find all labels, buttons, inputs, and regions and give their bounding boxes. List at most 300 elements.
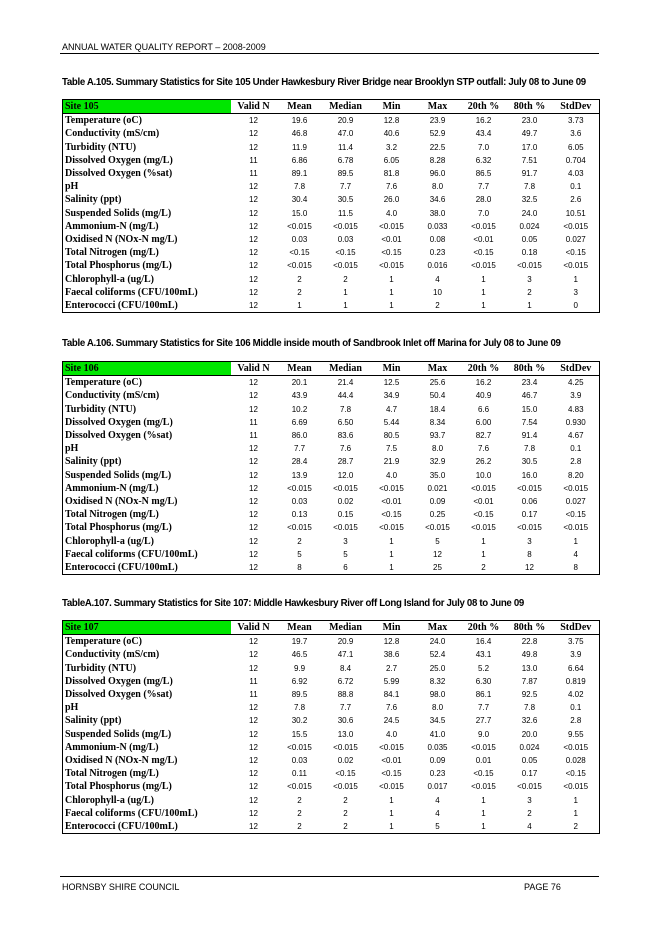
stat-value: 12 [249, 782, 258, 792]
stat-value: <0.01 [473, 234, 494, 244]
stat-value: 2 [297, 795, 302, 805]
parameter-name: Salinity (ppt) [65, 194, 122, 206]
stat-value: <0.015 [517, 523, 542, 533]
parameter-name: Suspended Solids (mg/L) [65, 728, 172, 740]
stat-value: 0.23 [429, 248, 446, 258]
parameter-name: Oxidised N (NOx-N mg/L) [65, 754, 178, 766]
stat-value: <0.15 [473, 769, 494, 779]
parameter-name: Faecal coliforms (CFU/100mL) [65, 807, 198, 819]
stat-value: 4 [573, 549, 578, 559]
stat-value: 16.0 [521, 470, 538, 480]
stat-value: 6.92 [291, 676, 308, 686]
stat-value: 15.0 [291, 208, 308, 218]
stat-value: <0.015 [287, 742, 312, 752]
parameter-name: Ammonium-N (mg/L) [65, 741, 159, 753]
stat-value: <0.015 [333, 782, 358, 792]
table-row [63, 534, 600, 547]
parameter-name: Total Phosphorus (mg/L) [65, 781, 172, 793]
parameter-name: Suspended Solids (mg/L) [65, 207, 172, 219]
stat-value: 43.4 [475, 129, 492, 139]
stat-value: 5 [297, 549, 302, 559]
parameter-name: Temperature (oC) [65, 115, 142, 127]
stat-value: <0.01 [381, 234, 402, 244]
table-caption: Table A.106. Summary Statistics for Site 106 Middle inside mouth of Sandbrook Inlet off Marina for July 08 to June 09 [62, 337, 561, 349]
stat-value: 12 [249, 742, 258, 752]
stat-value: 3.9 [570, 650, 582, 660]
stat-value: 25 [433, 562, 442, 572]
table-row [63, 561, 600, 575]
stat-value: 8.0 [431, 182, 444, 192]
stat-value: 46.8 [291, 129, 308, 139]
stat-value: 12 [249, 142, 258, 152]
stat-value: 2 [527, 287, 532, 297]
stat-value: 2 [343, 808, 348, 818]
table-row [63, 246, 600, 259]
column-header: 80th % [507, 100, 553, 114]
stat-value: 12.8 [383, 637, 400, 647]
stat-value: 12 [249, 703, 258, 713]
stat-value: 6.00 [475, 417, 492, 427]
stat-value: 3 [527, 274, 532, 284]
stat-value: 4.0 [385, 208, 398, 218]
stat-value: 1 [389, 795, 394, 805]
stat-value: <0.015 [379, 523, 404, 533]
stat-value: 7.8 [523, 444, 536, 454]
stat-value: 5 [435, 821, 440, 831]
stat-value: 91.4 [521, 431, 538, 441]
stat-value: 7.8 [523, 182, 536, 192]
stat-value: 2 [343, 795, 348, 805]
stat-value: <0.015 [563, 483, 589, 493]
stat-value: 38.6 [383, 650, 400, 660]
parameter-name: Faecal coliforms (CFU/100mL) [65, 286, 198, 298]
stat-value: 2.7 [385, 663, 398, 673]
column-header: Mean [277, 100, 323, 114]
stat-value: 49.8 [521, 650, 538, 660]
parameter-name: Total Nitrogen (mg/L) [65, 768, 159, 780]
stat-value: 44.4 [337, 391, 354, 401]
stat-value: 7.0 [477, 208, 490, 218]
stat-value: 6.78 [337, 155, 354, 165]
stat-value: 12 [249, 261, 258, 271]
stat-value: 91.7 [521, 169, 538, 179]
parameter-name: Dissolved Oxygen (%sat) [65, 168, 173, 180]
stat-value: 7.8 [293, 703, 306, 713]
stat-value: 0.01 [475, 755, 492, 765]
parameter-name: Total Phosphorus (mg/L) [65, 522, 172, 534]
stat-value: 8 [297, 562, 302, 572]
stat-value: 12 [249, 808, 258, 818]
summary-table [62, 361, 600, 575]
stat-value: 24.0 [429, 637, 446, 647]
stat-value: 16.2 [475, 116, 492, 126]
stat-value: 0.17 [521, 769, 538, 779]
table-row [63, 127, 600, 140]
stat-value: 0.027 [565, 234, 586, 244]
stat-value: <0.015 [379, 742, 404, 752]
stat-value: 0.1 [570, 444, 582, 454]
stat-value: 92.5 [521, 690, 538, 700]
stat-value: 7.5 [385, 444, 398, 454]
table-row [63, 455, 600, 468]
stat-value: 12 [433, 549, 442, 559]
column-header: Valid N [231, 621, 277, 635]
stat-value: 0.024 [519, 742, 540, 752]
column-header: Max [415, 621, 461, 635]
stat-value: <0.015 [333, 483, 358, 493]
stat-value: 13.0 [521, 663, 538, 673]
table-row [63, 141, 600, 154]
stat-value: 43.1 [475, 650, 492, 660]
table-row [63, 429, 600, 442]
stat-value: 17.0 [521, 142, 538, 152]
stat-value: 98.0 [429, 690, 446, 700]
stat-value: 24.5 [383, 716, 400, 726]
page-number: PAGE 76 [524, 882, 561, 892]
parameter-name: Total Phosphorus (mg/L) [65, 260, 172, 272]
stat-value: <0.015 [333, 261, 358, 271]
stat-value: 20.9 [337, 637, 354, 647]
stat-value: 32.9 [429, 457, 446, 467]
table-row [63, 442, 600, 455]
stat-value: <0.15 [381, 769, 402, 779]
stat-value: 4.67 [567, 431, 584, 441]
stat-value: 12 [249, 116, 258, 126]
table-row [63, 180, 600, 193]
stat-value: 12 [249, 650, 258, 660]
stat-value: 7.7 [477, 182, 490, 192]
table-row [63, 741, 600, 754]
column-header: Min [369, 100, 415, 114]
parameter-name: Salinity (ppt) [65, 456, 122, 468]
stat-value: 12 [249, 523, 258, 533]
stat-value: 2.8 [570, 457, 582, 467]
stat-value: 6.72 [337, 676, 354, 686]
stat-value: 4.02 [567, 690, 584, 700]
parameter-name: Chlorophyll-a (ug/L) [65, 273, 154, 285]
stat-value: 11 [249, 676, 258, 686]
stat-value: 28.7 [337, 457, 354, 467]
stat-value: 4.25 [567, 378, 584, 388]
stat-value: 26.2 [475, 457, 492, 467]
stat-value: 12 [249, 663, 258, 673]
stat-value: 2.6 [570, 195, 582, 205]
stat-value: 88.8 [337, 690, 354, 700]
stat-value: 52.9 [429, 129, 446, 139]
stat-value: 1 [481, 287, 486, 297]
stat-value: 12 [525, 562, 534, 572]
stat-value: 4 [435, 795, 440, 805]
stat-value: 12 [249, 208, 258, 218]
stat-value: 0.03 [291, 755, 308, 765]
stat-value: 11.5 [338, 208, 353, 218]
stat-value: 12 [249, 637, 258, 647]
parameter-name: Ammonium-N (mg/L) [65, 220, 159, 232]
stat-value: 2 [297, 808, 302, 818]
parameter-name: Turbidity (NTU) [65, 662, 137, 674]
stat-value: 20.0 [521, 729, 538, 739]
stat-value: 0.02 [337, 755, 354, 765]
stat-value: 27.7 [475, 716, 492, 726]
stat-value: 41.0 [429, 729, 446, 739]
parameter-name: Chlorophyll-a (ug/L) [65, 535, 154, 547]
stat-value: <0.01 [473, 496, 494, 506]
stat-value: 7.8 [523, 703, 536, 713]
table-row [63, 820, 600, 834]
stat-value: 89.5 [291, 690, 308, 700]
stat-value: 2 [343, 274, 348, 284]
stat-value: 47.0 [337, 129, 354, 139]
stat-value: 3 [527, 795, 532, 805]
stat-value: 89.5 [337, 169, 354, 179]
stat-value: 22.8 [521, 637, 538, 647]
stat-value: <0.015 [333, 221, 358, 231]
summary-table [62, 620, 600, 834]
stat-value: 11 [249, 417, 258, 427]
stat-value: 12 [249, 562, 258, 572]
stat-value: 0.11 [292, 769, 307, 779]
stat-value: <0.15 [565, 248, 586, 258]
stat-value: <0.15 [381, 248, 402, 258]
stat-value: <0.015 [379, 782, 404, 792]
stat-value: 1 [297, 300, 302, 310]
table-row [63, 521, 600, 534]
stat-value: 0.035 [427, 742, 448, 752]
stat-value: 0.06 [521, 496, 538, 506]
stat-value: <0.015 [471, 523, 496, 533]
stat-value: 0.08 [429, 234, 446, 244]
parameter-name: Dissolved Oxygen (mg/L) [65, 154, 173, 166]
stat-value: 28.4 [291, 457, 308, 467]
stat-value: 3 [527, 536, 532, 546]
table-row [63, 286, 600, 299]
stat-value: 12 [249, 129, 258, 139]
column-header: Median [323, 100, 369, 114]
stat-value: 0.25 [429, 510, 446, 520]
stat-value: 1 [573, 808, 578, 818]
stat-value: 96.0 [429, 169, 446, 179]
parameter-name: Enterococci (CFU/100mL) [65, 561, 178, 573]
stat-value: 80.5 [383, 431, 400, 441]
stat-value: 7.51 [521, 155, 538, 165]
stat-value: 2 [527, 808, 532, 818]
stat-value: 12.0 [337, 470, 354, 480]
stat-value: <0.15 [381, 510, 402, 520]
stat-value: 30.4 [291, 195, 308, 205]
table-row [63, 807, 600, 820]
stat-value: 34.6 [429, 195, 446, 205]
stat-value: 43.9 [291, 391, 308, 401]
stat-value: 6.69 [291, 417, 308, 427]
stat-value: 1 [389, 274, 394, 284]
stat-value: 12 [249, 483, 258, 493]
stat-value: <0.015 [379, 483, 404, 493]
stat-value: 38.0 [429, 208, 446, 218]
stat-value: 8.28 [429, 155, 446, 165]
table-row [63, 648, 600, 661]
stat-value: 35.0 [429, 470, 446, 480]
stat-value: 0.024 [519, 221, 540, 231]
stat-value: 1 [481, 821, 486, 831]
parameter-name: Oxidised N (NOx-N mg/L) [65, 233, 178, 245]
table-row [63, 154, 600, 167]
column-header: Median [323, 621, 369, 635]
stat-value: 12 [249, 729, 258, 739]
stat-value: 5.44 [383, 417, 400, 427]
table-row [63, 675, 600, 688]
stat-value: 11.4 [338, 142, 353, 152]
stat-value: 30.5 [337, 195, 354, 205]
stat-value: 8.4 [339, 663, 352, 673]
stat-value: 1 [389, 821, 394, 831]
stat-value: 0.028 [565, 755, 586, 765]
stat-value: <0.015 [563, 742, 589, 752]
parameter-name: Suspended Solids (mg/L) [65, 469, 172, 481]
parameter-name: Enterococci (CFU/100mL) [65, 299, 178, 311]
stat-value: 40.9 [475, 391, 492, 401]
table-row [63, 416, 600, 429]
stat-value: 8.32 [429, 676, 446, 686]
column-header: StdDev [553, 362, 600, 376]
stat-value: 1 [527, 300, 532, 310]
stat-value: 2 [435, 300, 440, 310]
stat-value: <0.015 [287, 523, 312, 533]
stat-value: 12 [249, 457, 258, 467]
column-header: Valid N [231, 362, 277, 376]
table-header-row [63, 362, 600, 376]
stat-value: 3.73 [567, 116, 584, 126]
stat-value: <0.015 [471, 483, 496, 493]
table-row [63, 508, 600, 521]
stat-value: 0.930 [565, 417, 586, 427]
stat-value: 21.9 [383, 457, 400, 467]
stat-value: 5.2 [477, 663, 490, 673]
parameter-name: Turbidity (NTU) [65, 403, 137, 415]
stat-value: <0.015 [471, 742, 496, 752]
column-header: StdDev [553, 100, 600, 114]
stat-value: 0.021 [427, 483, 448, 493]
stat-value: 3 [573, 287, 578, 297]
stat-value: 2 [481, 562, 486, 572]
table-row [63, 688, 600, 701]
stat-value: 2.8 [570, 716, 582, 726]
table-row [63, 233, 600, 246]
table-row [63, 167, 600, 180]
parameter-name: Enterococci (CFU/100mL) [65, 820, 178, 832]
stat-value: 3.9 [570, 391, 582, 401]
stat-value: <0.01 [381, 755, 402, 765]
stat-value: 6.05 [567, 142, 584, 152]
footer-rule [60, 876, 599, 877]
stat-value: 4 [527, 821, 532, 831]
table-row [63, 482, 600, 495]
stat-value: 4.83 [567, 404, 584, 414]
stat-value: 1 [481, 274, 486, 284]
stat-value: 0.03 [291, 234, 308, 244]
stat-value: <0.015 [517, 782, 542, 792]
stat-value: 0 [573, 300, 578, 310]
stat-value: 2 [297, 821, 302, 831]
stat-value: 1 [343, 300, 348, 310]
parameter-name: Dissolved Oxygen (mg/L) [65, 675, 173, 687]
stat-value: <0.015 [563, 782, 589, 792]
stat-value: 0.03 [337, 234, 354, 244]
stat-value: 12 [249, 821, 258, 831]
parameter-name: Temperature (oC) [65, 377, 142, 389]
table-header-row [63, 621, 600, 635]
stat-value: 0.09 [429, 755, 446, 765]
stat-value: 8.20 [567, 470, 584, 480]
stat-value: 11 [249, 155, 258, 165]
column-header: Mean [277, 621, 323, 635]
stat-value: 1 [481, 549, 486, 559]
column-header: 20th % [461, 100, 507, 114]
stat-value: <0.015 [563, 523, 589, 533]
stat-value: 11 [249, 690, 258, 700]
stat-value: <0.15 [335, 248, 356, 258]
stat-value: 25.0 [429, 663, 446, 673]
stat-value: 86.1 [475, 690, 492, 700]
stat-value: 12 [249, 248, 258, 258]
table-header-row [63, 100, 600, 114]
stat-value: 4.0 [385, 729, 398, 739]
site-label: Site 105 [63, 100, 231, 114]
stat-value: 11 [249, 431, 258, 441]
stat-value: 12 [249, 716, 258, 726]
stat-value: 23.4 [521, 378, 538, 388]
stat-value: <0.15 [335, 769, 356, 779]
stat-value: 11 [249, 169, 258, 179]
column-header: Max [415, 100, 461, 114]
table-row [63, 469, 600, 482]
stat-value: 23.9 [429, 116, 446, 126]
stat-value: 3 [343, 536, 348, 546]
stat-value: 10.0 [475, 470, 492, 480]
stat-value: 1 [389, 808, 394, 818]
header-rule [60, 53, 599, 54]
stat-value: 8.34 [429, 417, 446, 427]
stat-value: 5.99 [383, 676, 400, 686]
stat-value: <0.015 [287, 221, 312, 231]
stat-value: 2 [297, 287, 302, 297]
table-row [63, 767, 600, 780]
stat-value: 2 [297, 536, 302, 546]
parameter-name: Oxidised N (NOx-N mg/L) [65, 495, 178, 507]
stat-value: <0.015 [379, 261, 404, 271]
stat-value: 6.05 [383, 155, 400, 165]
stat-value: 12 [249, 274, 258, 284]
stat-value: 1 [389, 287, 394, 297]
column-header: Mean [277, 362, 323, 376]
table-row [63, 662, 600, 675]
stat-value: 16.4 [475, 637, 492, 647]
column-header: StdDev [553, 621, 600, 635]
stat-value: 0.13 [291, 510, 308, 520]
stat-value: 1 [481, 795, 486, 805]
stat-value: 4.03 [567, 169, 584, 179]
stat-value: 82.7 [475, 431, 492, 441]
stat-value: <0.015 [471, 261, 496, 271]
stat-value: 4 [435, 808, 440, 818]
stat-value: 1 [389, 300, 394, 310]
stat-value: 25.6 [429, 378, 446, 388]
stat-value: 15.0 [521, 404, 538, 414]
column-header: Min [369, 362, 415, 376]
stat-value: 7.6 [477, 444, 490, 454]
stat-value: 1 [573, 536, 578, 546]
parameter-name: pH [65, 443, 79, 455]
stat-value: <0.015 [563, 261, 589, 271]
